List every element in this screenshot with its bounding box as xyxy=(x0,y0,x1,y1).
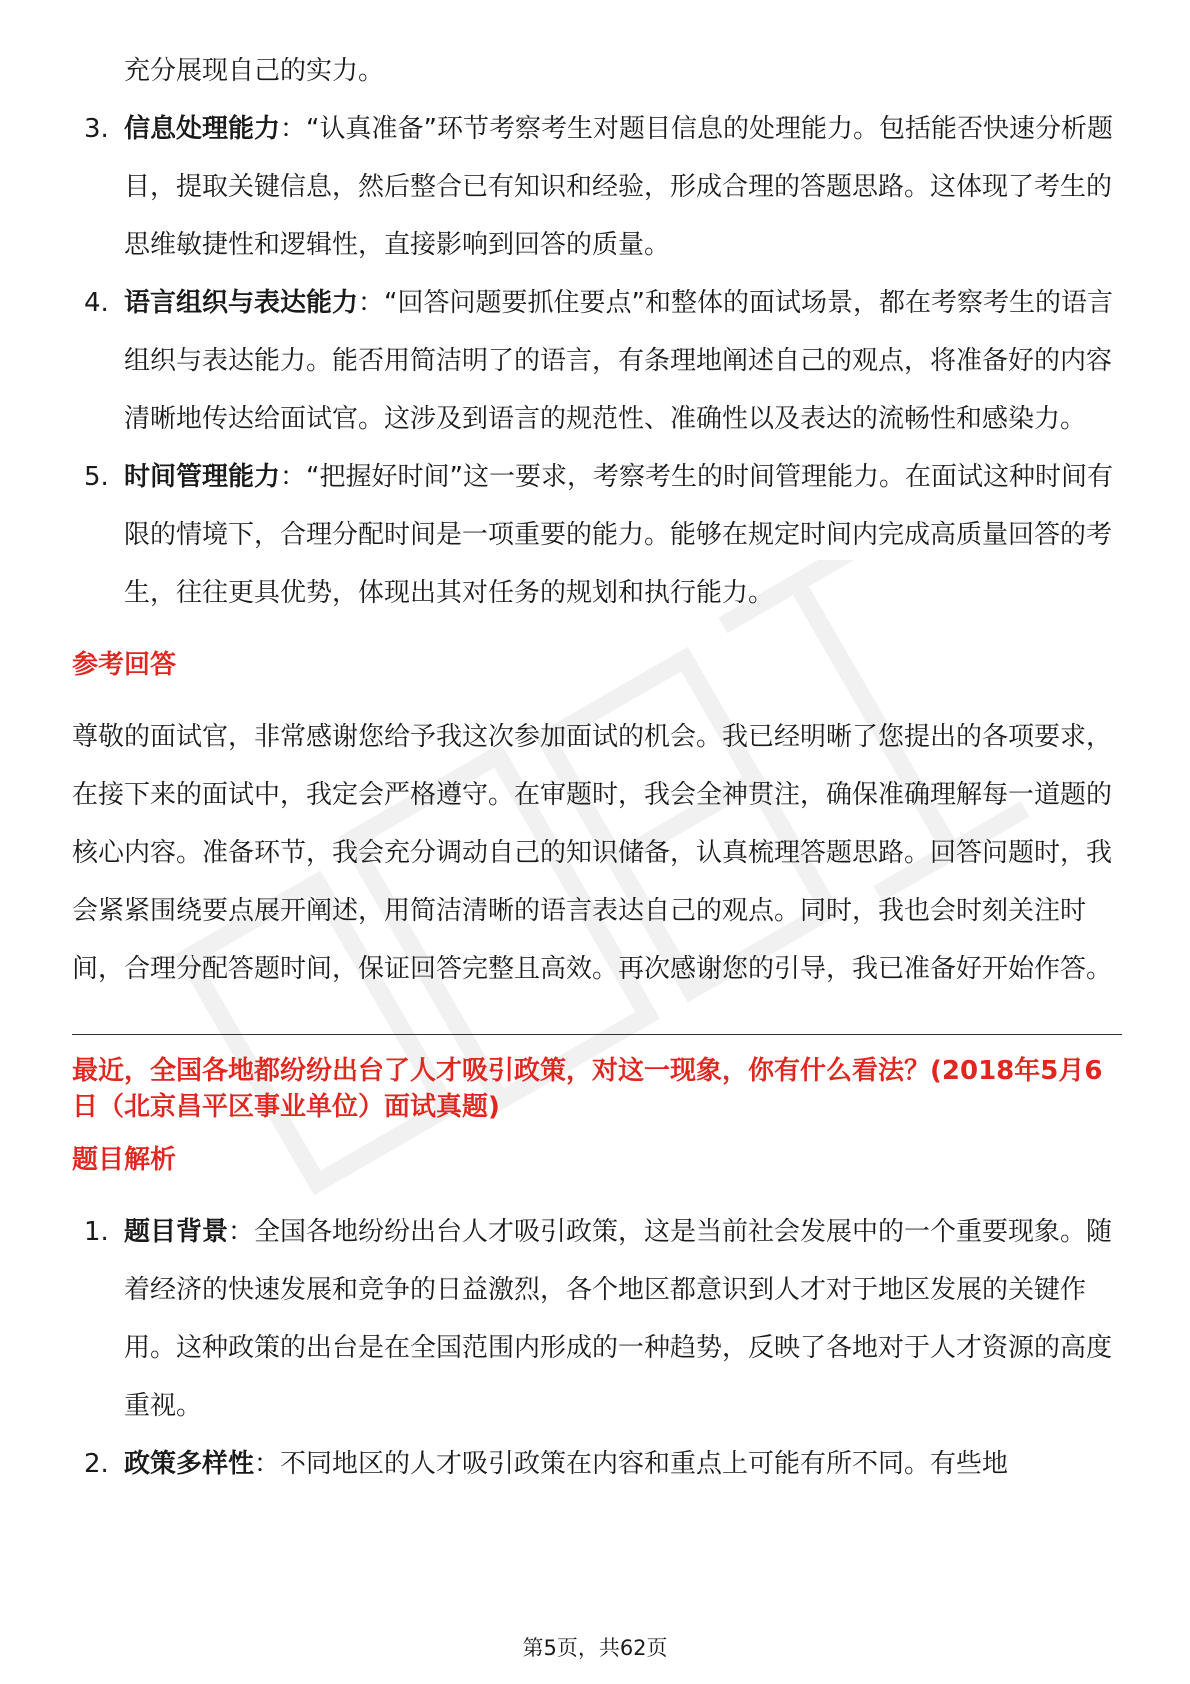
list-text: ：“回答问题要抓住要点”和整体的面试场景，都在考察考生的语言组织与表达能力。能否用简洁明了的语言，有条理地阐述自己的观点，将准备好的内容清晰地传达给面试官。这涉及到语言的规范性、准确性以及表达的流畅性和感染力。 xyxy=(124,288,1113,434)
list-item xyxy=(72,1435,1122,1493)
list-term: 语言组织与表达能力 xyxy=(124,288,359,318)
reference-answer-text: 尊敬的面试官，非常感谢您给予我这次参加面试的机会。我已经明晰了您提出的各项要求，在接下来的面试中，我定会严格遵守。在审题时，我会全神贯注，确保准确理解每一道题的核心内容。准备环节，我会充分调动自己的知识储备，认真梳理答题思路。回答问题时，我会紧紧围绕要点展开阐述，用简洁清晰的语言表达自己的观点。同时，我也会时刻关注时间，合理分配答题时间，保证回答完整且高效。再次感谢您的引导，我已准备好开始作答。 xyxy=(72,722,1113,984)
list-text: ：不同地区的人才吸引政策在内容和重点上可能有所不同。有些地 xyxy=(254,1449,1009,1479)
list-number: 5. xyxy=(84,462,109,492)
section-divider xyxy=(72,1034,1122,1035)
list-number: 2. xyxy=(84,1449,109,1479)
list-text: ：“认真准备”环节考察考生对题目信息的处理能力。包括能否快速分析题目，提取关键信息，然后整合已有知识和经验，形成合理的答题思路。这体现了考生的思维敏捷性和逻辑性，直接影响到回答的质量。 xyxy=(124,114,1113,260)
content-area xyxy=(72,42,1122,1493)
continuation-text: 充分展现自己的实力。 xyxy=(124,56,385,86)
list-number: 4. xyxy=(84,288,109,318)
list-term: 信息处理能力 xyxy=(124,114,281,144)
list-text: ：全国各地纷纷出台人才吸引政策，这是当前社会发展中的一个重要现象。随着经济的快速发展和竞争的日益激烈，各个地区都意识到人才对于地区发展的关键作用。这种政策的出台是在全国范围内形成的一种趋势，反映了各地对于人才资源的高度重视。 xyxy=(124,1217,1113,1421)
page-number-footer: 第5页，共62页 xyxy=(522,1636,668,1660)
list-item xyxy=(72,1203,1122,1435)
list-term: 政策多样性 xyxy=(124,1449,255,1479)
list-text: ：“把握好时间”这一要求，考察考生的时间管理能力。在面试这种时间有限的情境下，合理分配时间是一项重要的能力。能够在规定时间内完成高质量回答的考生，往往更具优势，体现出其对任务的规划和执行能力。 xyxy=(124,462,1113,608)
reference-answer-heading: 参考回答 xyxy=(72,650,177,680)
list-term: 题目背景 xyxy=(124,1217,229,1247)
list-item xyxy=(72,100,1122,274)
list-item xyxy=(72,448,1122,622)
question-title: 最近，全国各地都纷纷出台了人才吸引政策，对这一现象，你有什么看法？(2018年5月6日（北京昌平区事业单位）面试真题) xyxy=(72,1056,1103,1122)
ability-list xyxy=(72,100,1122,622)
list-term: 时间管理能力 xyxy=(124,462,281,492)
list-item xyxy=(72,274,1122,448)
analysis-list xyxy=(72,1203,1122,1493)
list-number: 1. xyxy=(84,1217,109,1247)
analysis-heading: 题目解析 xyxy=(72,1145,177,1175)
list-number: 3. xyxy=(84,114,109,144)
